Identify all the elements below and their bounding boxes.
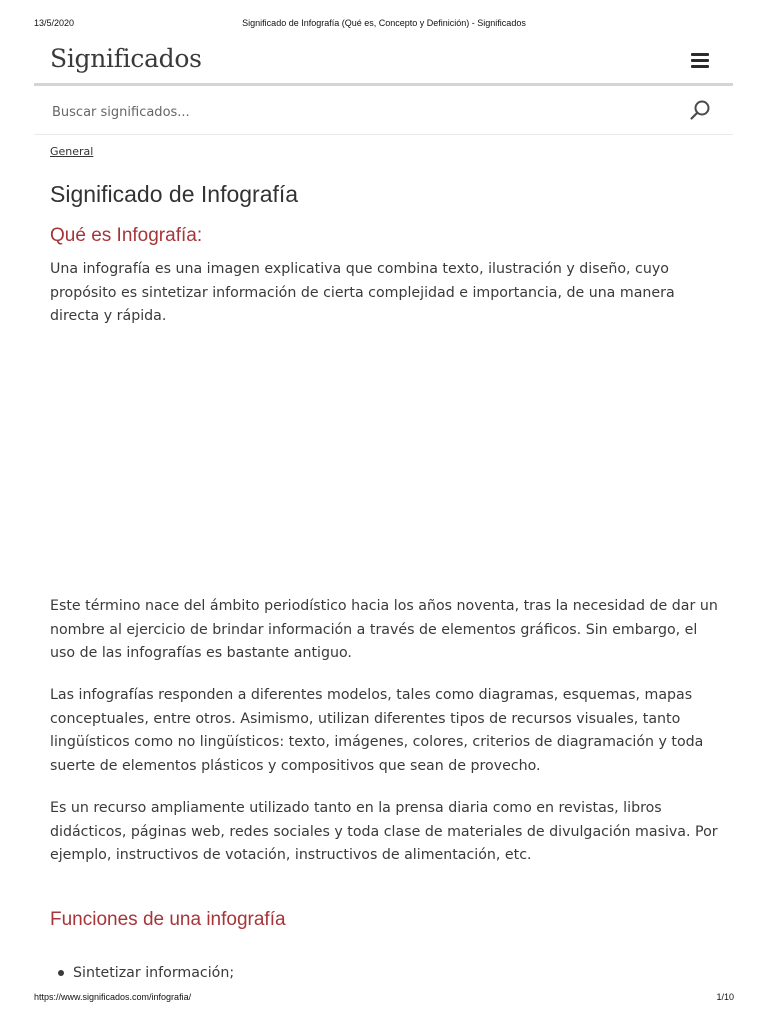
paragraph-4: Es un recurso ampliamente utilizado tanto en la prensa diaria como en revistas, libros didácticos, páginas web, redes sociales y toda clase de materiales de divulgación masiva. Por ejemplo, instructivos de votación, instructivos de alimentación, etc. bbox=[50, 800, 718, 864]
paragraph-3: Las infografías responden a diferentes modelos, tales como diagramas, esquemas, mapas conceptuales, entre otros. Asimismo, utilizan diferentes tipos de recursos visuales, tanto lingüísticos como no lingüísticos: texto, imágenes, colores, criterios de diagramación y toda suerte de elementos plásticos y compositivos que sean de provecho. bbox=[50, 687, 704, 775]
print-page-number: 1/10 bbox=[716, 992, 734, 1002]
section-heading-que-es: Qué es Infografía: bbox=[50, 225, 203, 246]
ad-space bbox=[50, 345, 722, 585]
search-input[interactable] bbox=[50, 100, 654, 124]
print-url: https://www.significados.com/infografia/ bbox=[34, 992, 192, 1002]
site-header bbox=[34, 38, 733, 86]
paragraph-2: Este término nace del ámbito periodístico hacia los años noventa, tras la necesidad de dar un nombre al ejercicio de brindar información a través de elementos gráficos. Sin embargo, el uso de las infografías es bastante antiguo. bbox=[50, 598, 718, 662]
print-header bbox=[34, 18, 734, 32]
print-footer bbox=[34, 992, 734, 1006]
print-date: 13/5/2020 bbox=[34, 18, 75, 28]
list-item: Sintetizar información; bbox=[56, 962, 234, 984]
print-page-title: Significado de Infografía (Qué es, Concepto y Definición) - Significados bbox=[242, 18, 526, 28]
search-bar bbox=[34, 94, 733, 135]
page-title: Significado de Infografía bbox=[50, 181, 299, 207]
breadcrumb-general[interactable]: General bbox=[50, 145, 94, 158]
site-logo[interactable]: Significados bbox=[50, 44, 202, 73]
functions-list bbox=[56, 962, 234, 984]
search-icon[interactable] bbox=[689, 99, 711, 121]
paragraph-1: Una infografía es una imagen explicativa que combina texto, ilustración y diseño, cuyo propósito es sintetizar información de cierta complejidad e importancia, de una manera directa y rápida. bbox=[50, 261, 675, 325]
section-heading-funciones: Funciones de una infografía bbox=[50, 909, 286, 930]
hamburger-menu-icon[interactable] bbox=[691, 53, 709, 69]
